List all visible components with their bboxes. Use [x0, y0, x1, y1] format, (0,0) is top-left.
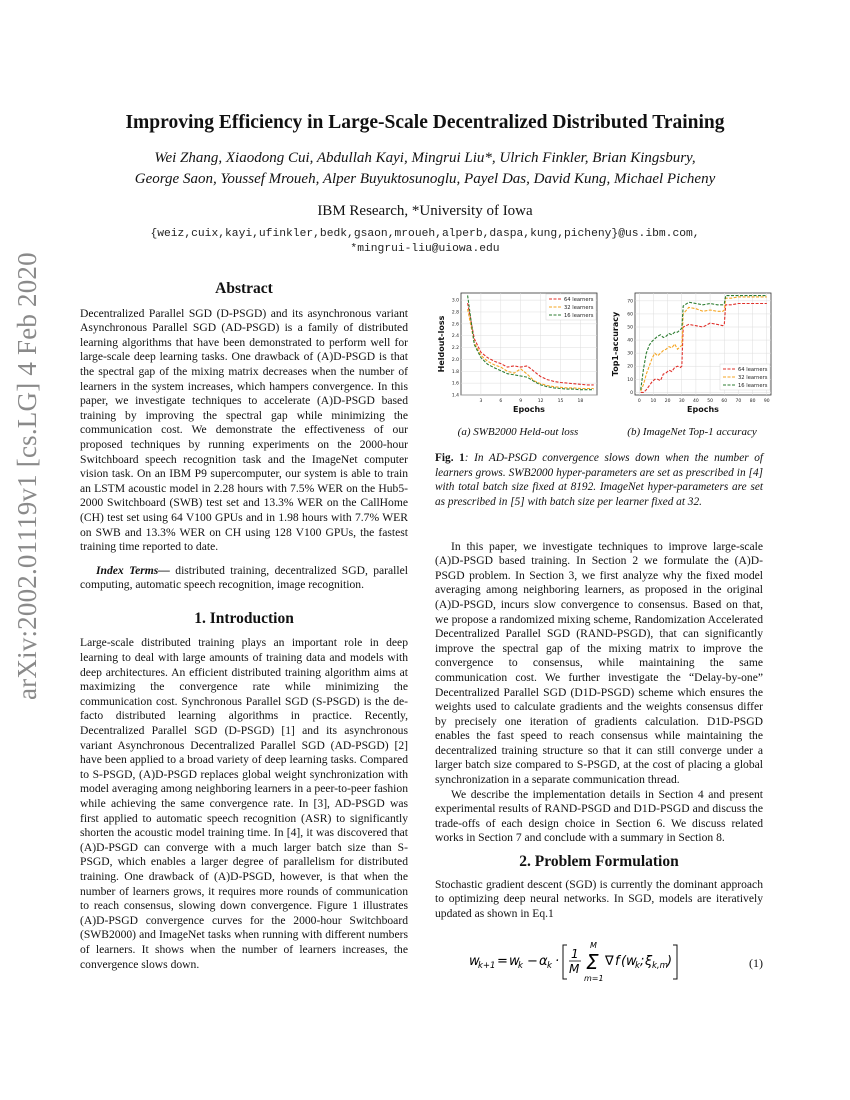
svg-text:16 learners: 16 learners — [738, 383, 768, 389]
svg-text:M: M — [569, 962, 580, 977]
intro-continued — [435, 540, 763, 987]
svg-text:w: w — [626, 954, 637, 970]
svg-text:;: ; — [640, 954, 645, 970]
svg-text:30: 30 — [678, 399, 685, 404]
svg-text:32 learners: 32 learners — [738, 375, 768, 381]
svg-text:9: 9 — [519, 399, 523, 404]
svg-text:−: − — [527, 954, 538, 970]
svg-text:40: 40 — [627, 338, 633, 344]
intro-text: Large-scale distributed training plays an important role in deep learning to deal with large amounts of training data and models with deep architectures. An efficient distributed training algorithm aims at maximizing the convergence rate while minimizing the communication cost. Synchronous Parallel SGD (S-PSGD) is the de-facto distributed learning algorithms in practice. Recently, Decentralized Parallel SGD (D-PSGD) [1] and its asynchronous variant Asynchronous Decentralized Parallel SGD (AD-PSGD) [2] have been applied to a broad variety of deep learning tasks. Compared to S-PSGD, (A)D-PSGD replaces global weight synchronization with model averaging among neighboring learners in a peer-to-peer fashion while achieving the same convergence rate. In [3], AD-PSGD was first applied to automatic speech recognition (ASR) to significantly shorten the acoustic model training time. In [4], it was discovered that (A)D-PSGD can converge with a much larger batch size than S-PSGD, which enables a larger degree of parallelism for distributed training. One drawback of (A)D-PSGD, however, is that when the number of learners grows, it requires more rounds of communication to reach consensus, slowing down convergence. Figure 1 illustrates (A)D-PSGD convergence curves for the 2000-hour Switchboard (SWB2000) and ImageNet tasks when running with different numbers of learners. It shows when the number of learners increases, the convergence slows down. — [80, 636, 408, 971]
svg-text:1.4: 1.4 — [451, 393, 459, 399]
svg-text:30: 30 — [627, 351, 633, 357]
svg-text:60: 60 — [721, 399, 728, 404]
top1-accuracy-chart — [609, 289, 775, 419]
svg-text:70: 70 — [735, 399, 742, 404]
equation-1 — [435, 939, 763, 987]
svg-text:90: 90 — [763, 399, 770, 404]
subcaption-b: (b) ImageNet Top-1 accuracy — [627, 425, 757, 438]
svg-text:Heldout-loss: Heldout-loss — [437, 315, 446, 373]
paragraph-sgd: Stochastic gradient descent (SGD) is currently the dominant approach to optimizing deep neural networks. In SGD, models are iteratively updated as shown in Eq.1 — [435, 877, 763, 920]
svg-text:70: 70 — [627, 299, 633, 305]
affiliation: IBM Research, *University of Iowa — [317, 203, 533, 219]
svg-text:Epochs: Epochs — [687, 405, 719, 414]
paragraph-overview: In this paper, we investigate techniques to improve large-scale (A)D-PSGD based training. In Section 2 we formulate the (A)D-PSGD problem. In Section 3, we first analyze why the fixed model averaging among neighboring learners, as proposed in the original (A)D-PSGD, incurs slow convergence to consensus. Based on that, we propose a randomized mixing scheme, Randomization Accelerated Decentralized Parallel SGD (RAND-PSGD), that can significantly improve the spectral gap of the mixing matrix to improve the convergence to consensus, while maintaining the same communication cost. We further investigate the “Delay-by-one” Decentralized Parallel SGD (D1D-PSGD) scheme which ensures the weights used to calculate gradients and the weights consensus differ by precisely one iteration of gradients calculation. D1D-PSGD enables the fast speed to reach consensus while maintaining the decentralized training structure so that it can still converge under a larger batch size compared to S-PSGD, at the cost of placing a global synchronization in a separate communication thread. — [435, 539, 763, 787]
svg-text:Epochs: Epochs — [513, 405, 545, 414]
paper-title: Improving Efficiency in Large-Scale Decentralized Distributed Training — [125, 112, 725, 133]
svg-text:α: α — [539, 954, 548, 970]
svg-text:): ) — [667, 954, 673, 970]
svg-text:18: 18 — [577, 399, 584, 404]
svg-text:2.0: 2.0 — [451, 357, 459, 363]
svg-text:=: = — [497, 954, 508, 970]
right-column — [435, 289, 770, 987]
svg-text:0: 0 — [630, 390, 633, 396]
svg-text:w: w — [509, 954, 520, 970]
svg-text:1: 1 — [571, 947, 579, 962]
svg-text:f: f — [615, 954, 620, 970]
svg-text:60: 60 — [627, 312, 633, 318]
svg-text:12: 12 — [537, 399, 544, 404]
equation-number: (1) — [749, 955, 763, 970]
figure-caption-text: : In AD-PSGD convergence slows down when the number of learners grows. SWB2000 hyper-parameters are set as prescribed in [4] with total batch size fixed at 8192. ImageNet hyper-parameters are set as prescribed in [5] with batch size per learner fixed at 32. — [435, 452, 763, 508]
svg-text:Σ: Σ — [586, 950, 599, 975]
svg-text:0: 0 — [637, 399, 641, 404]
paragraph-outline: We describe the implementation details in Section 4 and present experimental results of RAND-PSGD and D1D-PSGD and discuss the trade-offs of each design choice in Section 6. We discuss related works in Section 7 and conclude with a summary in Section 8. — [435, 787, 763, 845]
abstract-heading: Abstract — [215, 280, 273, 297]
figure-1 — [435, 289, 775, 439]
subcaption-a: (a) SWB2000 Held-out loss — [457, 425, 579, 438]
svg-text:k: k — [635, 961, 640, 972]
svg-text:2.8: 2.8 — [451, 310, 459, 316]
svg-text:64 learners: 64 learners — [564, 297, 594, 303]
svg-text:80: 80 — [749, 399, 756, 404]
index-terms-text: distributed training, decentralized SGD, parallel computing, automatic speech recognition, image recognition. — [80, 563, 408, 592]
svg-text:20: 20 — [664, 399, 671, 404]
svg-text:ξ: ξ — [645, 954, 653, 970]
equation-body — [435, 939, 733, 987]
svg-text:k,m: k,m — [652, 961, 668, 972]
svg-text:15: 15 — [557, 399, 564, 404]
svg-text:m=1: m=1 — [584, 974, 604, 984]
left-column — [80, 282, 408, 972]
svg-text:k+1: k+1 — [478, 961, 496, 972]
heldout-loss-chart — [435, 289, 601, 419]
svg-text:2.4: 2.4 — [451, 334, 459, 340]
authors-line-2: George Saon, Youssef Mroueh, Alper Buyuktosunoglu, Payel Das, David Kung, Michael Picheny — [134, 171, 716, 187]
svg-text:k: k — [547, 961, 552, 972]
intro-heading: 1. Introduction — [194, 609, 294, 627]
equation-render — [469, 939, 699, 983]
svg-text:6: 6 — [499, 399, 503, 404]
index-terms — [80, 564, 408, 593]
svg-text:20: 20 — [627, 364, 633, 370]
svg-text:(: ( — [621, 954, 627, 970]
svg-text:40: 40 — [693, 399, 699, 404]
svg-text:50: 50 — [707, 399, 713, 404]
section2-heading: 2. Problem Formulation — [519, 853, 679, 871]
svg-text:1.6: 1.6 — [451, 381, 459, 387]
svg-text:2.2: 2.2 — [451, 346, 459, 352]
svg-text:Top1-accuracy: Top1-accuracy — [611, 311, 620, 377]
index-terms-label: Index Terms— — [96, 563, 170, 577]
figure-caption-label: Fig. 1 — [435, 452, 465, 465]
svg-text:∇: ∇ — [605, 954, 614, 970]
author-list — [0, 148, 850, 190]
svg-text:10: 10 — [650, 399, 657, 404]
svg-text:10: 10 — [627, 377, 633, 383]
figure-1b — [609, 289, 775, 439]
svg-text:64 learners: 64 learners — [738, 367, 768, 373]
svg-text:50: 50 — [627, 325, 633, 331]
figure-caption — [435, 451, 763, 509]
authors-line-1: Wei Zhang, Xiaodong Cui, Abdullah Kayi, Mingrui Liu*, Ulrich Finkler, Brian Kingsbury, — [154, 150, 696, 166]
emails-line-1: {weiz,cuix,kayi,ufinkler,bedk,gsaon,mroueh,alperb,daspa,kung,picheny}@us.ibm.com, — [150, 228, 700, 240]
svg-text:M: M — [590, 941, 597, 951]
svg-text:2.6: 2.6 — [451, 322, 459, 328]
svg-text:k: k — [518, 961, 523, 972]
figure-1a — [435, 289, 601, 439]
svg-text:3: 3 — [479, 399, 483, 404]
svg-text:3.0: 3.0 — [451, 298, 459, 304]
svg-text:1.8: 1.8 — [451, 369, 459, 375]
abstract-text: Decentralized Parallel SGD (D-PSGD) and its asynchronous variant Asynchronous Parallel SGD (AD-PSGD) is a family of distributed learning algorithms that have been demonstrated to perform well for large-scale deep learning tasks. One drawback of (A)D-PSGD is that the spectral gap of the mixing matrix decreases when the number of learners in the system increases, which hampers convergence. In this paper, we investigate techniques to accelerate (A)D-PSGD based training by improving the spectral gap while minimizing the communication cost. We demonstrate the effectiveness of our proposed techniques by running experiments on the 2000-hour Switchboard speech recognition task and the ImageNet computer vision task. On an IBM P9 supercomputer, our system is able to train an LSTM acoustic model in 2.28 hours with 7.5% WER on the Hub5-2000 Switchboard (SWB) test set and 13.3% WER on the CallHome (CH) test set using 64 V100 GPUs and in 1.98 hours with 7.7% WER on SWB and 13.3% WER on CH using 128 V100 GPUs, the fastest training time reported to date. — [80, 306, 408, 554]
svg-text:w: w — [469, 954, 480, 970]
emails-line-2: *mingrui-liu@uiowa.edu — [350, 243, 500, 255]
svg-text:·: · — [555, 954, 560, 970]
svg-text:32 learners: 32 learners — [564, 305, 594, 311]
email-list — [0, 227, 850, 257]
arxiv-stamp: arXiv:2002.01119v1 [cs.LG] 4 Feb 2020 — [12, 252, 42, 700]
svg-text:16 learners: 16 learners — [564, 313, 594, 319]
